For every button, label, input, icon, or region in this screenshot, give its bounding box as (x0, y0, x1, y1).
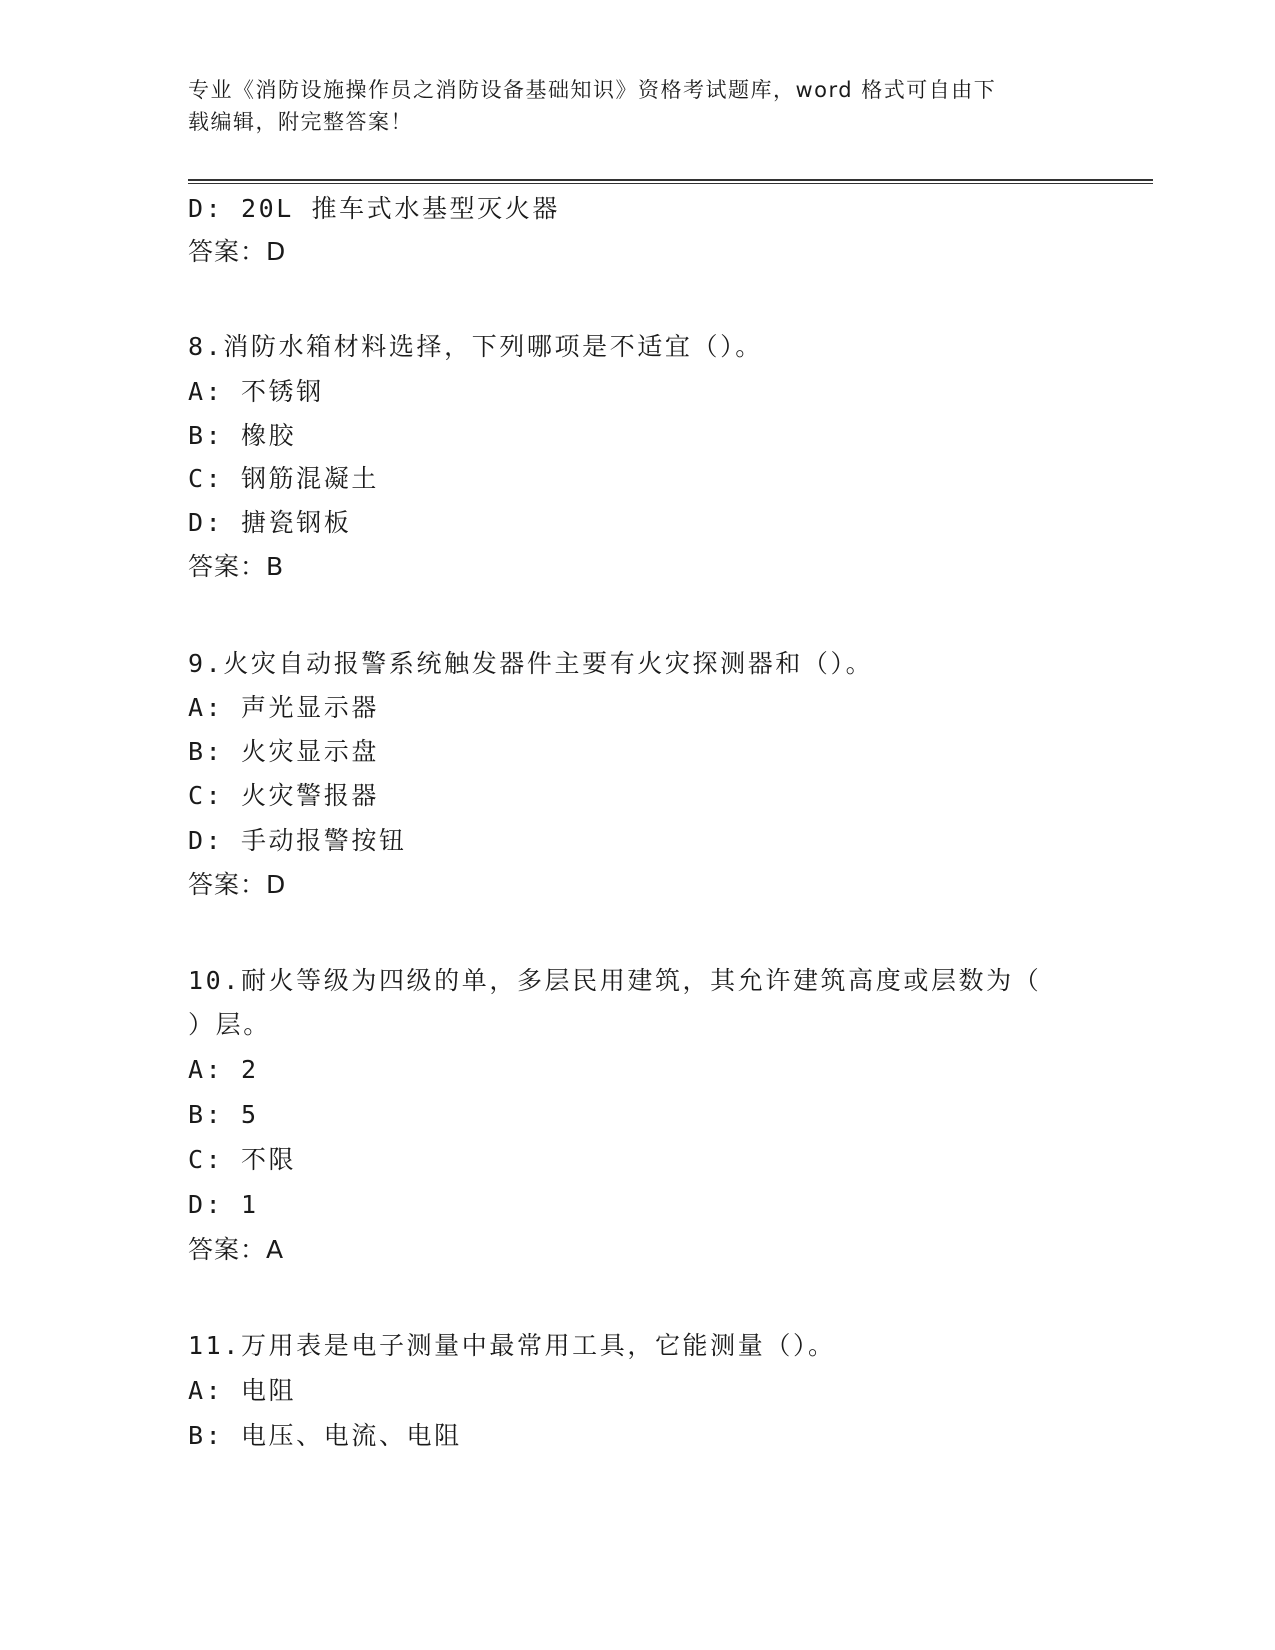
q10-option-d: D: 1 (188, 1190, 259, 1219)
q8-stem: 8.消防水箱材料选择，下列哪项是不适宜（）。 (188, 332, 763, 361)
q8-option-b: B: 橡胶 (188, 421, 297, 450)
q11-option-a: A: 电阻 (188, 1376, 297, 1405)
q8-option-a: A: 不锈钢 (188, 377, 324, 406)
q9-answer: 答案：D (188, 870, 287, 899)
q10-option-b: B: 5 (188, 1100, 259, 1129)
q9-option-a: A: 声光显示器 (188, 693, 379, 722)
document-header (188, 74, 1068, 138)
header-line-2: 载编辑，附完整答案！ (188, 110, 413, 134)
q10-stem-line-1: 10.耐火等级为四级的单，多层民用建筑，其允许建筑高度或层数为（ (188, 966, 1042, 995)
q8-answer: 答案：B (188, 552, 285, 581)
q10-option-a: A: 2 (188, 1055, 259, 1084)
q11-stem: 11.万用表是电子测量中最常用工具，它能测量（）。 (188, 1331, 836, 1360)
q9-stem: 9.火灾自动报警系统触发器件主要有火灾探测器和（）。 (188, 649, 874, 678)
q9-option-d: D: 手动报警按钮 (188, 826, 407, 855)
q7-answer: 答案：D (188, 237, 287, 266)
q9-option-b: B: 火灾显示盘 (188, 737, 379, 766)
q10-answer: 答案：A (188, 1235, 285, 1264)
header-line-1: 专业《消防设施操作员之消防设备基础知识》资格考试题库，word 格式可自由下 (188, 78, 997, 102)
q7-option-d: D: 20L 推车式水基型灭火器 (188, 194, 560, 223)
q8-option-d: D: 搪瓷钢板 (188, 508, 352, 537)
q10-stem-line-2: ）层。 (188, 1010, 271, 1039)
header-divider-thick (188, 179, 1153, 181)
q10-option-c: C: 不限 (188, 1145, 297, 1174)
header-divider-thin (188, 183, 1153, 184)
q9-option-c: C: 火灾警报器 (188, 781, 379, 810)
q8-option-c: C: 钢筋混凝土 (188, 464, 379, 493)
q11-option-b: B: 电压、电流、电阻 (188, 1421, 462, 1450)
